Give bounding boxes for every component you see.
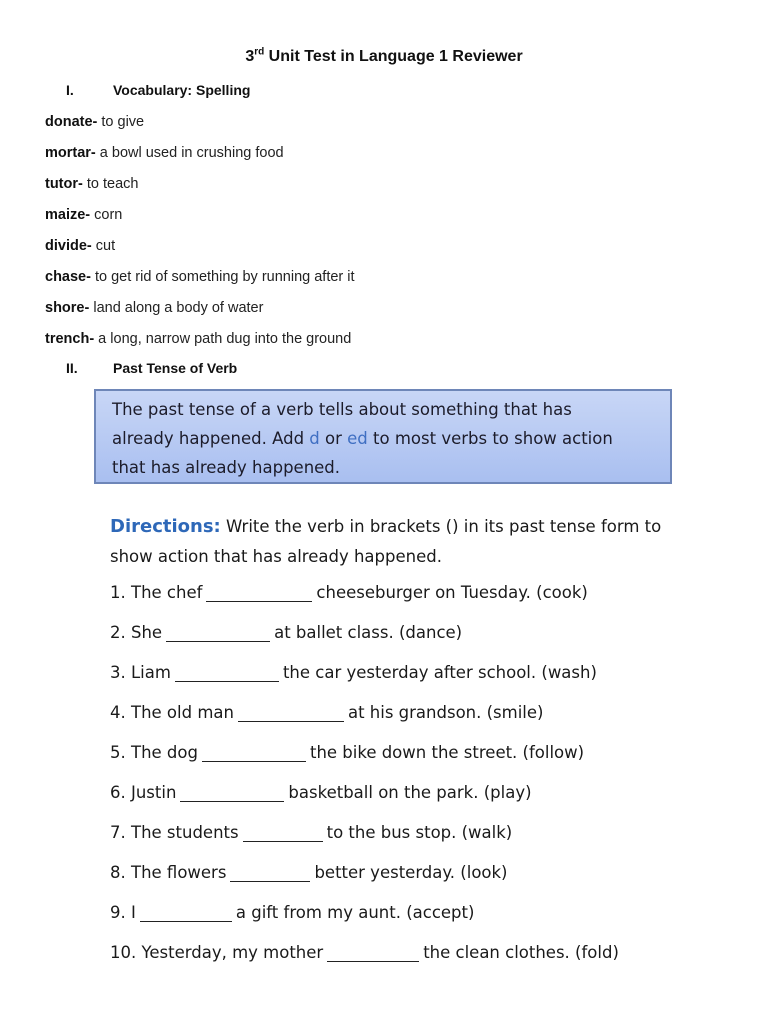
suffix-d: d bbox=[309, 429, 320, 448]
vocab-item: mortar- a bowl used in crushing food bbox=[45, 145, 284, 161]
answer-blank bbox=[140, 903, 232, 922]
exercise-item: 1. The chef cheeseburger on Tuesday. (cook) bbox=[110, 583, 588, 602]
exercise-item: 4. The old man at his grandson. (smile) bbox=[110, 703, 544, 722]
exercise-item: 8. The flowers better yesterday. (look) bbox=[110, 863, 508, 882]
answer-blank bbox=[180, 783, 284, 802]
title-number: 3 bbox=[245, 48, 255, 65]
section-2-heading bbox=[66, 360, 237, 376]
title-ordinal: rd bbox=[254, 46, 265, 58]
vocabulary-list bbox=[45, 112, 745, 360]
title-text: Unit Test in Language 1 Reviewer bbox=[264, 48, 523, 65]
section-1-number: I. bbox=[66, 82, 74, 98]
exercise-item: 9. I a gift from my aunt. (accept) bbox=[110, 903, 475, 922]
exercise-item: 3. Liam the car yesterday after school. (wash) bbox=[110, 663, 597, 682]
directions bbox=[110, 512, 670, 572]
vocab-item: donate- to give bbox=[45, 114, 145, 130]
vocab-item: maize- corn bbox=[45, 207, 123, 223]
answer-blank bbox=[327, 943, 419, 962]
section-2-number: II. bbox=[66, 360, 78, 376]
info-line: that has already happened. bbox=[112, 458, 341, 477]
vocab-item: chase- to get rid of something by running after it bbox=[45, 269, 355, 285]
info-line: already happened. Add d or ed to most verbs to show action bbox=[112, 429, 613, 448]
answer-blank bbox=[175, 663, 279, 682]
answer-blank bbox=[243, 823, 323, 842]
suffix-ed: ed bbox=[347, 429, 368, 448]
section-1-title: Vocabulary: Spelling bbox=[113, 82, 251, 98]
section-2-title: Past Tense of Verb bbox=[113, 360, 238, 376]
vocab-item: tutor- to teach bbox=[45, 176, 139, 192]
exercise-list bbox=[110, 577, 710, 977]
vocab-item: trench- a long, narrow path dug into the ground bbox=[45, 331, 352, 347]
exercise-item: 7. The students to the bus stop. (walk) bbox=[110, 823, 513, 842]
answer-blank bbox=[166, 623, 270, 642]
answer-blank bbox=[238, 703, 344, 722]
exercise-item: 5. The dog the bike down the street. (follow) bbox=[110, 743, 585, 762]
exercise-item: 2. She at ballet class. (dance) bbox=[110, 623, 463, 642]
answer-blank bbox=[202, 743, 306, 762]
info-line: The past tense of a verb tells about something that has bbox=[112, 400, 572, 419]
vocab-item: shore- land along a body of water bbox=[45, 300, 264, 316]
exercise-item: 10. Yesterday, my mother the clean clothes. (fold) bbox=[110, 943, 619, 962]
directions-label: Directions: bbox=[110, 516, 221, 537]
past-tense-info-box bbox=[94, 389, 672, 484]
answer-blank bbox=[206, 583, 312, 602]
exercise-item: 6. Justin basketball on the park. (play) bbox=[110, 783, 532, 802]
section-1-heading bbox=[66, 82, 250, 98]
vocab-item: divide- cut bbox=[45, 238, 116, 254]
answer-blank bbox=[230, 863, 310, 882]
directions-text: Write the verb in brackets () in its past tense form to show action that has already happened. bbox=[110, 517, 662, 566]
page-title bbox=[0, 48, 768, 66]
